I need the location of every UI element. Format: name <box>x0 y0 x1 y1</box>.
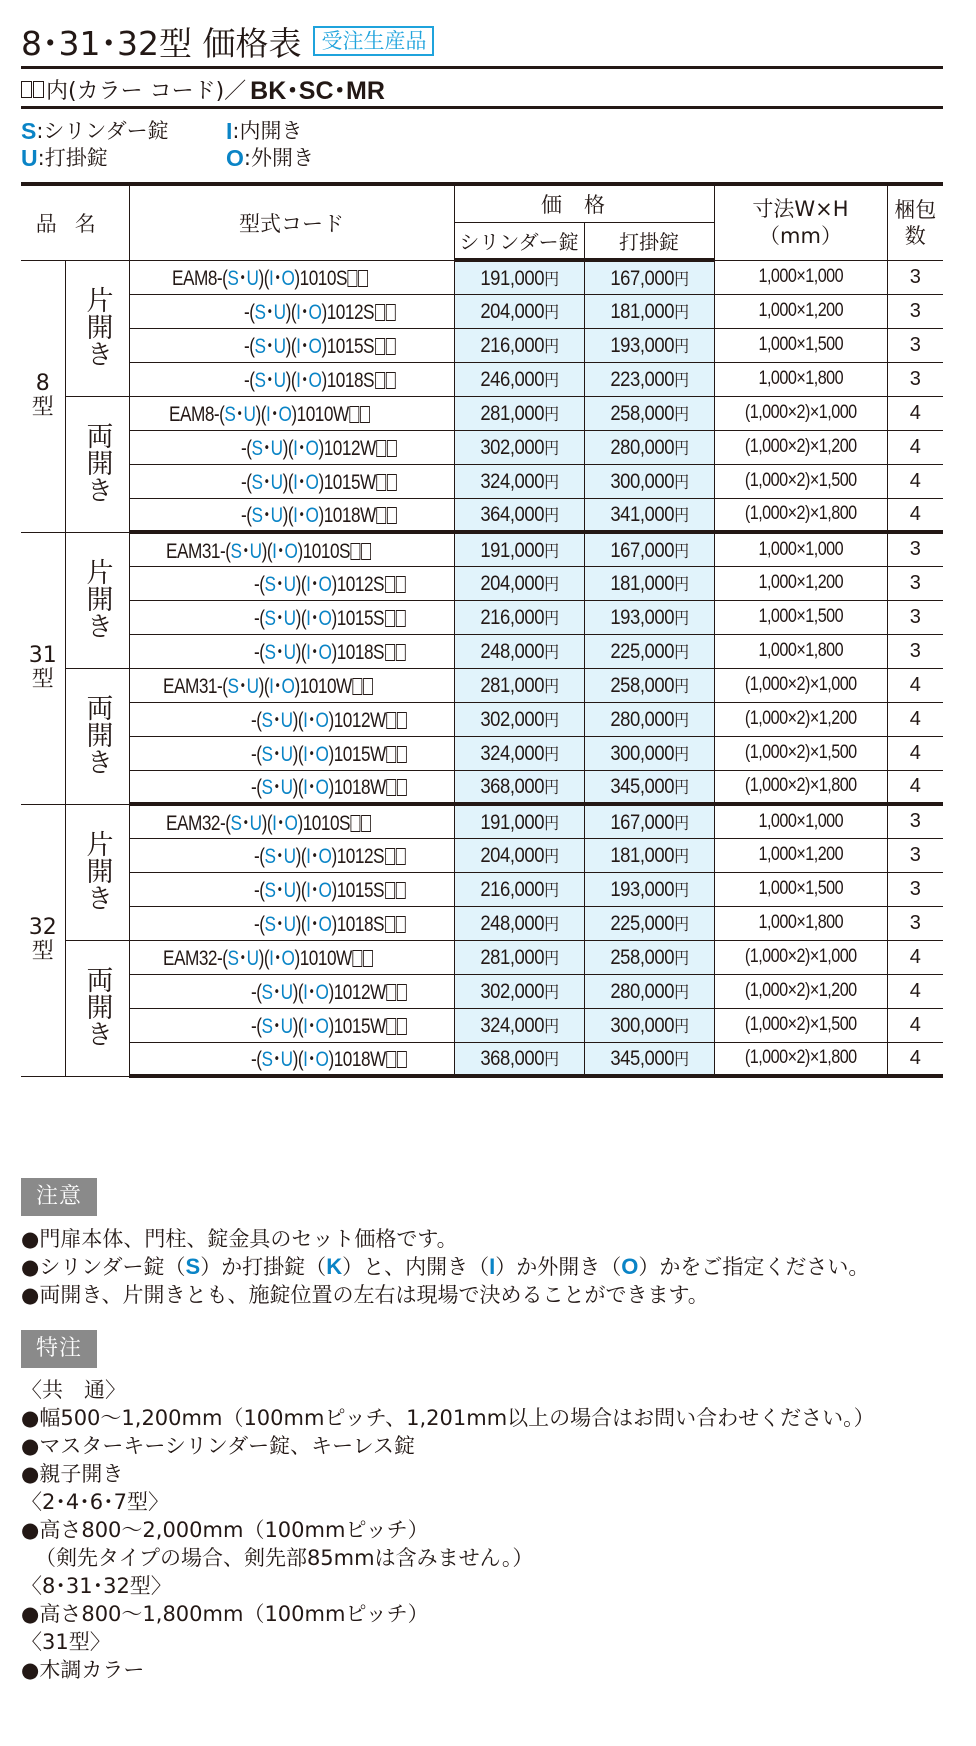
table-row <box>21 532 943 566</box>
color-placeholder-icon <box>396 916 406 933</box>
size-cell: 1,000×1,200 <box>714 294 887 328</box>
color-placeholder-icon <box>396 644 406 661</box>
legend-key: O <box>226 145 244 171</box>
package-count: 4 <box>887 396 943 430</box>
table-row <box>21 770 943 804</box>
package-count: 3 <box>887 532 943 566</box>
size-cell: (1,000×2)×1,000 <box>714 940 887 974</box>
price-cylinder: 191,000円 <box>454 260 584 294</box>
header-pack-line2: 数 <box>904 223 926 248</box>
model-code: EAM31-(S･U)(I･O)1010W <box>129 668 454 702</box>
size-cell: (1,000×2)×1,000 <box>714 396 887 430</box>
color-placeholder-icon <box>396 848 406 865</box>
color-placeholder-icon <box>387 712 397 729</box>
model-suffix: 型 <box>31 939 54 964</box>
color-placeholder-icon <box>387 1051 397 1068</box>
color-placeholder-icon <box>385 882 395 899</box>
price-latch: 258,000円 <box>584 396 714 430</box>
table-row <box>21 668 943 702</box>
package-count: 4 <box>887 974 943 1008</box>
color-placeholder-icon <box>386 338 396 355</box>
model-cell <box>21 804 65 1076</box>
color-placeholder-icon <box>348 270 358 287</box>
header-size-line2: （mm） <box>759 223 842 248</box>
price-cylinder: 324,000円 <box>454 1008 584 1042</box>
color-placeholder-icon <box>375 304 385 321</box>
size-cell: 1,000×1,500 <box>714 600 887 634</box>
color-placeholder-icon <box>364 678 374 695</box>
legend-key: I <box>226 118 233 144</box>
price-cylinder: 248,000円 <box>454 906 584 940</box>
model-code: -(S･U)(I･O)1012S <box>129 838 454 872</box>
opening-type: 両開き <box>81 693 113 775</box>
price-cylinder: 281,000円 <box>454 668 584 702</box>
size-cell: 1,000×1,000 <box>714 532 887 566</box>
divider-top <box>21 66 943 69</box>
opening-type: 片開き <box>81 285 113 367</box>
package-count: 4 <box>887 498 943 532</box>
package-count: 3 <box>887 362 943 396</box>
color-placeholder-icon <box>385 916 395 933</box>
caution-line-3: ● 両開き、片開きとも、施錠位置の左右は現場で決めることができます。 <box>21 1281 869 1309</box>
size-cell: (1,000×2)×1,200 <box>714 974 887 1008</box>
price-latch: 225,000円 <box>584 906 714 940</box>
color-placeholder-icon <box>353 678 363 695</box>
table-row <box>21 260 943 294</box>
color-placeholder-icon <box>398 1051 408 1068</box>
model-code: -(S･U)(I･O)1015S <box>129 600 454 634</box>
model-code: -(S･U)(I･O)1012S <box>129 294 454 328</box>
price-latch: 225,000円 <box>584 634 714 668</box>
package-count: 3 <box>887 872 943 906</box>
price-cylinder: 216,000円 <box>454 328 584 362</box>
header-price: 価格 <box>454 184 714 222</box>
header-price-latch: 打掛錠 <box>584 222 714 260</box>
header-price-cylinder: シリンダー錠 <box>454 222 584 260</box>
color-placeholder-icon <box>351 815 361 832</box>
price-cylinder: 364,000円 <box>454 498 584 532</box>
size-cell: (1,000×2)×1,500 <box>714 1008 887 1042</box>
table-row <box>21 838 943 872</box>
color-placeholder-icon <box>398 984 408 1001</box>
caution-badge: 注意 <box>21 1178 97 1216</box>
title-row <box>21 20 434 62</box>
size-cell: (1,000×2)×1,500 <box>714 736 887 770</box>
page-title: 8･31･32型 価格表 <box>21 23 302 63</box>
color-code-label: 内(カラー コード)／ <box>46 78 247 104</box>
size-cell: 1,000×1,800 <box>714 362 887 396</box>
color-placeholder-icon <box>387 746 397 763</box>
special-note-bullet: ● 木調カラー <box>21 1656 875 1684</box>
header-product-name: 品名 <box>21 184 129 260</box>
special-note-heading: 〈2･4･6･7型〉 <box>21 1490 169 1514</box>
package-count: 4 <box>887 770 943 804</box>
table-row <box>21 1008 943 1042</box>
price-latch: 181,000円 <box>584 566 714 600</box>
package-count: 4 <box>887 1008 943 1042</box>
price-latch: 258,000円 <box>584 668 714 702</box>
model-cell <box>21 532 65 804</box>
size-cell: 1,000×1,500 <box>714 328 887 362</box>
color-placeholder-icon <box>362 815 372 832</box>
price-latch: 280,000円 <box>584 702 714 736</box>
legend-label: :シリンダー錠 <box>36 119 169 143</box>
special-note-bullet: ● 親子開き <box>21 1460 875 1488</box>
color-placeholder-icon <box>388 440 398 457</box>
price-cylinder: 324,000円 <box>454 464 584 498</box>
price-cylinder: 302,000円 <box>454 702 584 736</box>
size-cell: (1,000×2)×1,800 <box>714 770 887 804</box>
price-cylinder: 281,000円 <box>454 940 584 974</box>
package-count: 3 <box>887 906 943 940</box>
package-count: 3 <box>887 294 943 328</box>
price-latch: 193,000円 <box>584 600 714 634</box>
price-cylinder: 191,000円 <box>454 532 584 566</box>
price-latch: 181,000円 <box>584 294 714 328</box>
table-row <box>21 974 943 1008</box>
color-placeholder-icon <box>388 507 398 524</box>
model-code: -(S･U)(I･O)1015W <box>129 736 454 770</box>
table-row <box>21 294 943 328</box>
opening-type-cell <box>65 804 129 940</box>
table-row <box>21 1042 943 1076</box>
price-cylinder: 281,000円 <box>454 396 584 430</box>
color-placeholder-icon <box>398 712 408 729</box>
made-to-order-badge: 受注生産品 <box>313 26 434 56</box>
placeholder-boxes <box>21 81 44 98</box>
price-cylinder: 216,000円 <box>454 872 584 906</box>
model-cell <box>21 260 65 532</box>
color-code-line <box>21 72 385 106</box>
price-latch: 167,000円 <box>584 804 714 838</box>
package-count: 4 <box>887 940 943 974</box>
color-placeholder-icon <box>364 950 374 967</box>
color-placeholder-icon <box>375 372 385 389</box>
color-placeholder-icon <box>396 610 406 627</box>
price-cylinder: 204,000円 <box>454 566 584 600</box>
package-count: 3 <box>887 566 943 600</box>
package-count: 4 <box>887 702 943 736</box>
special-note-heading: 〈8･31･32型〉 <box>21 1574 172 1598</box>
header-model-code: 型式コード <box>129 184 454 260</box>
price-latch: 181,000円 <box>584 838 714 872</box>
model-code: EAM32-(S･U)(I･O)1010S <box>129 804 454 838</box>
table-row <box>21 736 943 770</box>
color-placeholder-icon <box>398 1018 408 1035</box>
color-placeholder-icon <box>387 779 397 796</box>
size-cell: (1,000×2)×1,200 <box>714 430 887 464</box>
model-suffix: 型 <box>31 395 54 420</box>
model-code: -(S･U)(I･O)1012W <box>129 430 454 464</box>
package-count: 4 <box>887 668 943 702</box>
model-code: -(S･U)(I･O)1012W <box>129 702 454 736</box>
price-latch: 193,000円 <box>584 328 714 362</box>
color-placeholder-icon <box>351 543 361 560</box>
header-size <box>714 184 887 260</box>
color-placeholder-icon <box>396 882 406 899</box>
price-cylinder: 368,000円 <box>454 770 584 804</box>
legend-item-o <box>226 145 314 172</box>
legend-item-u <box>21 145 226 172</box>
price-cylinder: 216,000円 <box>454 600 584 634</box>
divider-bottom <box>21 106 943 109</box>
model-code: EAM32-(S･U)(I･O)1010W <box>129 940 454 974</box>
color-placeholder-icon <box>358 270 368 287</box>
model-code: -(S･U)(I･O)1012W <box>129 974 454 1008</box>
caution-line-2: ● シリンダー錠（S）か打掛錠（K）と、内開き（I）か外開き（O）かをご指定ください。 <box>21 1253 869 1281</box>
table-row <box>21 906 943 940</box>
size-cell: 1,000×1,500 <box>714 872 887 906</box>
model-code: -(S･U)(I･O)1018S <box>129 362 454 396</box>
table-row <box>21 396 943 430</box>
table-row <box>21 362 943 396</box>
size-cell: 1,000×1,200 <box>714 566 887 600</box>
color-placeholder-icon <box>386 304 396 321</box>
model-code: -(S･U)(I･O)1018W <box>129 770 454 804</box>
size-cell: 1,000×1,000 <box>714 260 887 294</box>
special-note-bullet: ● 高さ800〜2,000mm（100mmピッチ） <box>21 1516 875 1544</box>
opening-type: 両開き <box>81 421 113 503</box>
color-placeholder-icon <box>349 406 359 423</box>
color-placeholder-icon <box>362 543 372 560</box>
color-placeholder-icon <box>360 406 370 423</box>
model-code: EAM31-(S･U)(I･O)1010S <box>129 532 454 566</box>
price-latch: 258,000円 <box>584 940 714 974</box>
size-cell: (1,000×2)×1,200 <box>714 702 887 736</box>
opening-type-cell <box>65 260 129 396</box>
special-note-bullet: ● マスターキーシリンダー錠、キーレス錠 <box>21 1432 875 1460</box>
size-cell: (1,000×2)×1,000 <box>714 668 887 702</box>
size-cell: (1,000×2)×1,800 <box>714 498 887 532</box>
price-cylinder: 324,000円 <box>454 736 584 770</box>
table-row <box>21 702 943 736</box>
model-number: 31 <box>28 643 57 668</box>
model-number: 8 <box>35 371 50 396</box>
color-placeholder-icon <box>398 779 408 796</box>
opening-type: 両開き <box>81 965 113 1047</box>
opening-type-cell <box>65 940 129 1076</box>
color-placeholder-icon <box>385 848 395 865</box>
opening-type-cell <box>65 668 129 804</box>
price-latch: 345,000円 <box>584 770 714 804</box>
color-placeholder-icon <box>377 474 387 491</box>
table-row <box>21 940 943 974</box>
model-code: -(S･U)(I･O)1018W <box>129 1042 454 1076</box>
opening-type-cell <box>65 396 129 532</box>
price-latch: 280,000円 <box>584 430 714 464</box>
package-count: 4 <box>887 430 943 464</box>
special-note-heading: 〈共 通〉 <box>21 1378 126 1402</box>
special-note-indent: （剣先タイプの場合、剣先部85mmは含みません。） <box>35 1546 534 1570</box>
price-cylinder: 302,000円 <box>454 430 584 464</box>
model-suffix: 型 <box>31 667 54 692</box>
table-row <box>21 566 943 600</box>
package-count: 3 <box>887 260 943 294</box>
package-count: 3 <box>887 600 943 634</box>
price-latch: 300,000円 <box>584 464 714 498</box>
table-row <box>21 634 943 668</box>
placeholder-square-icon <box>33 81 44 98</box>
legend-item-s <box>21 118 226 145</box>
color-placeholder-icon <box>398 746 408 763</box>
table-row <box>21 804 943 838</box>
special-note-bullet: ● 幅500〜1,200mm（100mmピッチ、1,201mm以上の場合はお問い合わせください。） <box>21 1404 875 1432</box>
color-placeholder-icon <box>375 338 385 355</box>
price-cylinder: 204,000円 <box>454 838 584 872</box>
model-code: -(S･U)(I･O)1015W <box>129 464 454 498</box>
color-placeholder-icon <box>396 576 406 593</box>
table-row <box>21 328 943 362</box>
price-latch: 300,000円 <box>584 1008 714 1042</box>
price-latch: 300,000円 <box>584 736 714 770</box>
price-latch: 167,000円 <box>584 532 714 566</box>
model-code: -(S･U)(I･O)1018S <box>129 906 454 940</box>
price-latch: 280,000円 <box>584 974 714 1008</box>
price-cylinder: 191,000円 <box>454 804 584 838</box>
table-row <box>21 464 943 498</box>
color-placeholder-icon <box>377 440 387 457</box>
header-pack-line1: 梱包 <box>894 197 937 222</box>
color-placeholder-icon <box>387 984 397 1001</box>
size-cell: 1,000×1,200 <box>714 838 887 872</box>
caution-notes <box>21 1225 869 1309</box>
color-placeholder-icon <box>387 1018 397 1035</box>
opening-type-cell <box>65 532 129 668</box>
price-cylinder: 368,000円 <box>454 1042 584 1076</box>
color-placeholder-icon <box>386 372 396 389</box>
header-package-count <box>887 184 943 260</box>
legend-label: :打掛錠 <box>37 146 108 170</box>
color-codes: BK･SC･MR <box>250 77 385 105</box>
model-code: -(S･U)(I･O)1015S <box>129 328 454 362</box>
color-placeholder-icon <box>385 576 395 593</box>
color-placeholder-icon <box>353 950 363 967</box>
special-order-notes <box>21 1376 875 1684</box>
price-latch: 193,000円 <box>584 872 714 906</box>
model-code: -(S･U)(I･O)1018W <box>129 498 454 532</box>
color-placeholder-icon <box>377 507 387 524</box>
legend-label: :内開き <box>232 119 303 143</box>
price-table <box>21 182 943 1078</box>
legend-key: U <box>21 145 38 171</box>
model-number: 32 <box>28 915 57 940</box>
size-cell: (1,000×2)×1,800 <box>714 1042 887 1076</box>
color-placeholder-icon <box>385 644 395 661</box>
price-cylinder: 246,000円 <box>454 362 584 396</box>
caution-line-1: ● 門扉本体、門柱、錠金具のセット価格です。 <box>21 1225 869 1253</box>
size-cell: 1,000×1,800 <box>714 634 887 668</box>
model-code: EAM8-(S･U)(I･O)1010W <box>129 396 454 430</box>
model-code: -(S･U)(I･O)1018S <box>129 634 454 668</box>
package-count: 4 <box>887 1042 943 1076</box>
price-latch: 341,000円 <box>584 498 714 532</box>
special-note-bullet: ● 高さ800〜1,800mm（100mmピッチ） <box>21 1600 875 1628</box>
color-placeholder-icon <box>388 474 398 491</box>
legend-key: S <box>21 118 37 144</box>
model-code: -(S･U)(I･O)1012S <box>129 566 454 600</box>
price-latch: 167,000円 <box>584 260 714 294</box>
model-code: EAM8-(S･U)(I･O)1010S <box>129 260 454 294</box>
opening-type: 片開き <box>81 829 113 911</box>
price-latch: 223,000円 <box>584 362 714 396</box>
legend <box>21 118 314 172</box>
price-cylinder: 248,000円 <box>454 634 584 668</box>
price-table-body <box>21 260 943 1076</box>
package-count: 3 <box>887 838 943 872</box>
model-code: -(S･U)(I･O)1015W <box>129 1008 454 1042</box>
header-size-line1: 寸法W×H <box>752 196 849 221</box>
package-count: 4 <box>887 464 943 498</box>
special-note-heading: 〈31型〉 <box>21 1630 111 1654</box>
model-code: -(S･U)(I･O)1015S <box>129 872 454 906</box>
package-count: 3 <box>887 804 943 838</box>
opening-type: 片開き <box>81 557 113 639</box>
package-count: 3 <box>887 634 943 668</box>
size-cell: 1,000×1,000 <box>714 804 887 838</box>
table-row <box>21 872 943 906</box>
package-count: 3 <box>887 328 943 362</box>
placeholder-square-icon <box>21 81 32 98</box>
package-count: 4 <box>887 736 943 770</box>
table-row <box>21 498 943 532</box>
size-cell: (1,000×2)×1,500 <box>714 464 887 498</box>
price-cylinder: 204,000円 <box>454 294 584 328</box>
table-row <box>21 600 943 634</box>
table-row <box>21 430 943 464</box>
legend-label: :外開き <box>243 146 314 170</box>
price-latch: 345,000円 <box>584 1042 714 1076</box>
size-cell: 1,000×1,800 <box>714 906 887 940</box>
color-placeholder-icon <box>385 610 395 627</box>
legend-item-i <box>226 118 302 145</box>
price-cylinder: 302,000円 <box>454 974 584 1008</box>
special-order-badge: 特注 <box>21 1330 97 1368</box>
